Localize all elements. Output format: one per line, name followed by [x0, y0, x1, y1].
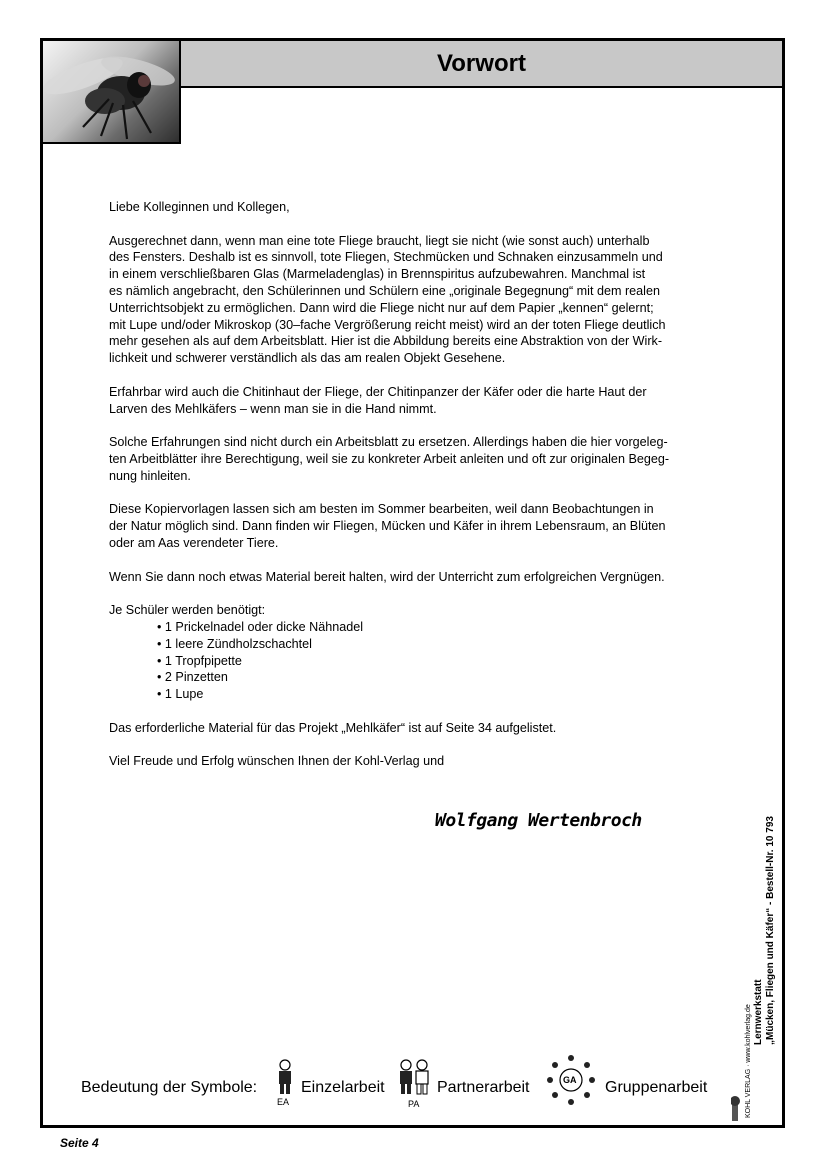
paragraph-6: Das erforderliche Material für das Projekt „Mehlkäfer“ ist auf Seite 34 aufgelistet. [109, 720, 557, 735]
list-item: • 1 leere Zündholzschachtel [157, 636, 749, 653]
paragraph-2: Erfahrbar wird auch die Chitinhaut der Fliege, der Chitinpanzer der Käfer oder die harte Haut der Larven des Mehlkäfers – wenn man sie in die Hand nimmt. [109, 384, 647, 416]
list-item: • 1 Tropfpipette [157, 653, 749, 670]
side-imprint-line-2: „Mücken, Fliegen und Käfer“ - Bestell-Nr. 10 793 [765, 816, 776, 1045]
legend-label: Bedeutung der Symbole: [81, 1079, 258, 1096]
partnerarbeit-label: Partnerarbeit [437, 1079, 530, 1096]
single-person-icon [275, 1059, 295, 1097]
gruppenarbeit-label: Gruppenarbeit [605, 1079, 708, 1096]
closing: Viel Freude und Erfolg wünschen Ihnen der Kohl-Verlag und [109, 754, 445, 769]
einzelarbeit-label: Einzelarbeit [301, 1079, 385, 1096]
pa-code: PA [408, 1099, 420, 1109]
symbol-legend [81, 1053, 721, 1113]
page-number: Seite 4 [60, 1136, 99, 1150]
partner-icon [397, 1059, 431, 1097]
paragraph-3: Solche Erfahrungen sind nicht durch ein Arbeitsblatt zu ersetzen. Allerdings haben die hier vorgeleg- ten Arbeitblätter ihre Berechtigung, weil sie zu konkreter Arbeit anleiten und oft zur originalen Begeg- nung hinleiten. [109, 435, 670, 483]
page-title: Vorwort [437, 50, 526, 77]
paragraph-1: Ausgerechnet dann, wenn man eine tote Fliege braucht, liegt sie nicht (wie sonst auch) unterhalb des Fensters. Deshalb ist es sinnvoll, tote Fliegen, Stechmücken und Schnaken einzusammeln und in einem verschließbaren Glas (Marmeladenglas) in Brennspiritus aufzubewahren. Manchmal ist es nämlich angebracht, den Schülerinnen und Schülern eine „originale Begegnung“ mit dem realen Unterrichtsobjekt zu ermöglichen. Dann wird die Fliege nicht nur auf dem Papier „kennen“ gelernt; mit Lupe und/oder Mikroskop (30–fache Vergrößerung reicht meist) wird an der toten Fliege deutlich mehr gesehen als auf dem Arbeitsblatt. Hier ist die Abbildung bereits eine Abstraktion von der Wirk- lichkeit und schwerer verständlich als das am realen Objekt Gesehene. [109, 233, 666, 366]
fly-photo [43, 41, 181, 144]
page-frame [40, 38, 785, 1128]
paragraph-4: Diese Kopiervorlagen lassen sich am besten im Sommer bearbeiten, weil dann Beobachtungen in der Natur möglich sind. Dann finden wir Fliegen, Mücken und Käfer in ihrem Lebensraum, an Blüten oder am Aas verendeter Tiere. [109, 502, 666, 550]
materials-intro: Je Schüler werden benötigt: [109, 603, 266, 618]
paragraph-5: Wenn Sie dann noch etwas Material bereit halten, wird der Unterricht zum erfolgreichen Vergnügen. [109, 569, 665, 584]
publisher-logo [731, 1004, 753, 1123]
list-item: • 1 Prickelnadel oder dicke Nähnadel [157, 619, 749, 636]
list-item: • 2 Pinzetten [157, 669, 749, 686]
letter-body [109, 199, 749, 787]
publisher-name: KOHL VERLAG · www.kohlverlag.de [745, 1004, 752, 1118]
side-imprint [753, 816, 777, 1045]
ga-code: GA [563, 1075, 577, 1085]
title-bar [181, 41, 782, 88]
signature: Wolfgang Wertenbroch [435, 810, 642, 831]
materials-list [109, 619, 749, 703]
salutation: Liebe Kolleginnen und Kollegen, [109, 200, 290, 214]
side-imprint-line-1: Lernwerkstatt [753, 979, 764, 1045]
list-item: • 1 Lupe [157, 686, 749, 703]
ea-code: EA [277, 1097, 290, 1107]
fly-icon [43, 41, 181, 144]
